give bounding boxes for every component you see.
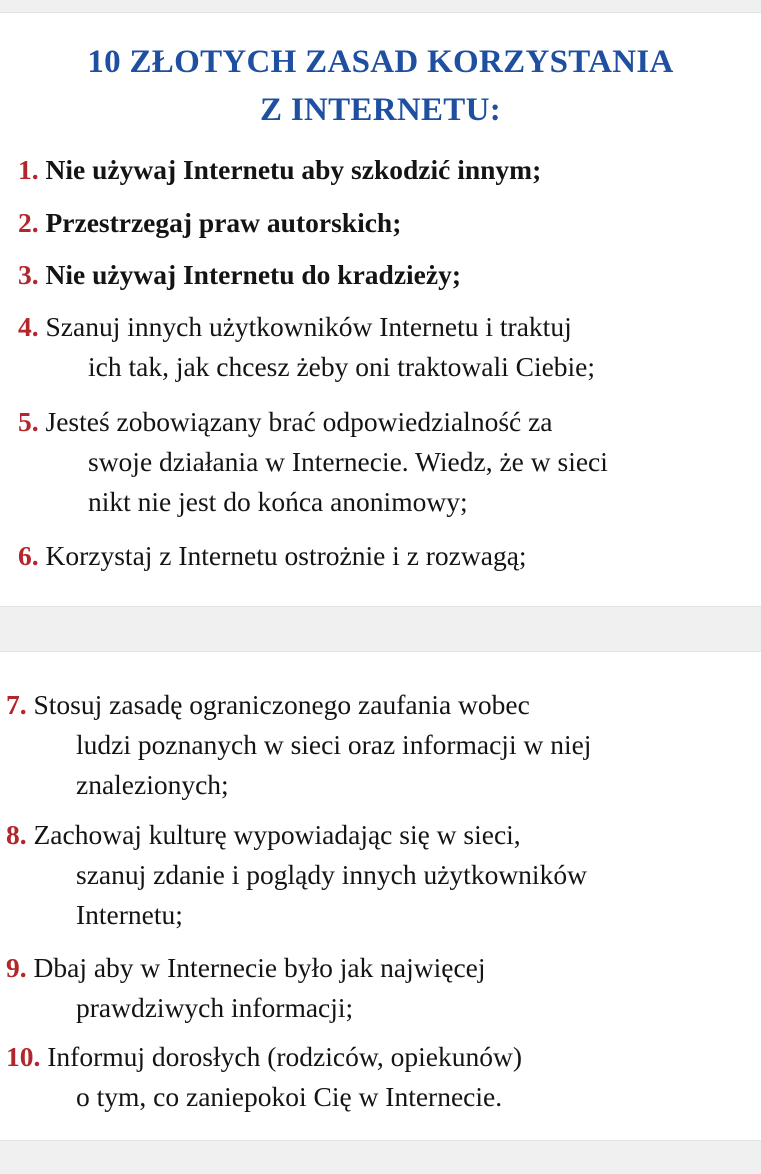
rule-line xyxy=(18,402,608,442)
rule-6 xyxy=(18,536,527,576)
rule-4 xyxy=(18,307,595,387)
rule-number: 7. xyxy=(6,689,27,720)
rule-line xyxy=(18,150,541,190)
page-title xyxy=(0,38,761,134)
middle-separator xyxy=(0,606,761,652)
rule-continuation: nikt nie jest do końca anonimowy; xyxy=(88,486,468,517)
rule-continuation: znalezionych; xyxy=(76,769,229,800)
rule-continuation: szanuj zdanie i poglądy innych użytkowników xyxy=(76,859,587,890)
rule-number: 6. xyxy=(18,540,39,571)
rule-line xyxy=(18,307,595,347)
rule-text: Zachowaj kulturę wypowiadając się w sieci, xyxy=(33,819,521,850)
rule-text: Korzystaj z Internetu ostrożnie i z rozwagą; xyxy=(45,540,527,571)
rule-continuation: prawdziwych informacji; xyxy=(76,992,354,1023)
rule-number: 9. xyxy=(6,952,27,983)
rule-text: Stosuj zasadę ograniczonego zaufania wobec xyxy=(33,689,530,720)
rule-line xyxy=(6,948,486,988)
title-line-1: 10 ZŁOTYCH ZASAD KORZYSTANIA xyxy=(87,44,674,80)
rule-continuation: ludzi poznanych w sieci oraz informacji w niej xyxy=(76,729,592,760)
rule-10 xyxy=(6,1037,522,1117)
rule-number: 5. xyxy=(18,406,39,437)
rule-line xyxy=(6,685,591,725)
title-line-2: Z INTERNETU: xyxy=(259,92,502,128)
rule-text: Dbaj aby w Internecie było jak najwięcej xyxy=(33,952,486,983)
rule-line xyxy=(6,1037,522,1077)
rule-continuation: o tym, co zaniepokoi Cię w Internecie. xyxy=(76,1081,503,1112)
rule-line xyxy=(6,815,587,855)
rule-number: 3. xyxy=(18,259,39,290)
rule-9 xyxy=(6,948,486,1028)
rule-continuation: Internetu; xyxy=(76,899,183,930)
rule-number: 1. xyxy=(18,154,39,185)
rule-number: 10. xyxy=(6,1041,41,1072)
bottom-separator xyxy=(0,1140,761,1174)
rule-text: Informuj dorosłych (rodziców, opiekunów) xyxy=(47,1041,523,1072)
rule-text: Nie używaj Internetu aby szkodzić innym; xyxy=(45,154,542,185)
rule-2 xyxy=(18,203,401,243)
rule-number: 2. xyxy=(18,207,39,238)
top-separator xyxy=(0,0,761,13)
rule-8 xyxy=(6,815,587,935)
rule-line xyxy=(18,203,401,243)
rule-continuation: ich tak, jak chcesz żeby oni traktowali Ciebie; xyxy=(88,351,596,382)
rule-text: Przestrzegaj praw autorskich; xyxy=(45,207,402,238)
rule-number: 8. xyxy=(6,819,27,850)
rule-continuation: swoje działania w Internecie. Wiedz, że w sieci xyxy=(88,446,608,477)
rule-line xyxy=(18,255,461,295)
rule-1 xyxy=(18,150,541,190)
rule-number: 4. xyxy=(18,311,39,342)
rule-5 xyxy=(18,402,608,522)
rule-text: Jesteś zobowiązany brać odpowiedzialność za xyxy=(45,406,553,437)
rule-line xyxy=(18,536,527,576)
rule-text: Nie używaj Internetu do kradzieży; xyxy=(45,259,461,290)
rule-7 xyxy=(6,685,591,805)
rule-text: Szanuj innych użytkowników Internetu i traktuj xyxy=(45,311,572,342)
rule-3 xyxy=(18,255,461,295)
